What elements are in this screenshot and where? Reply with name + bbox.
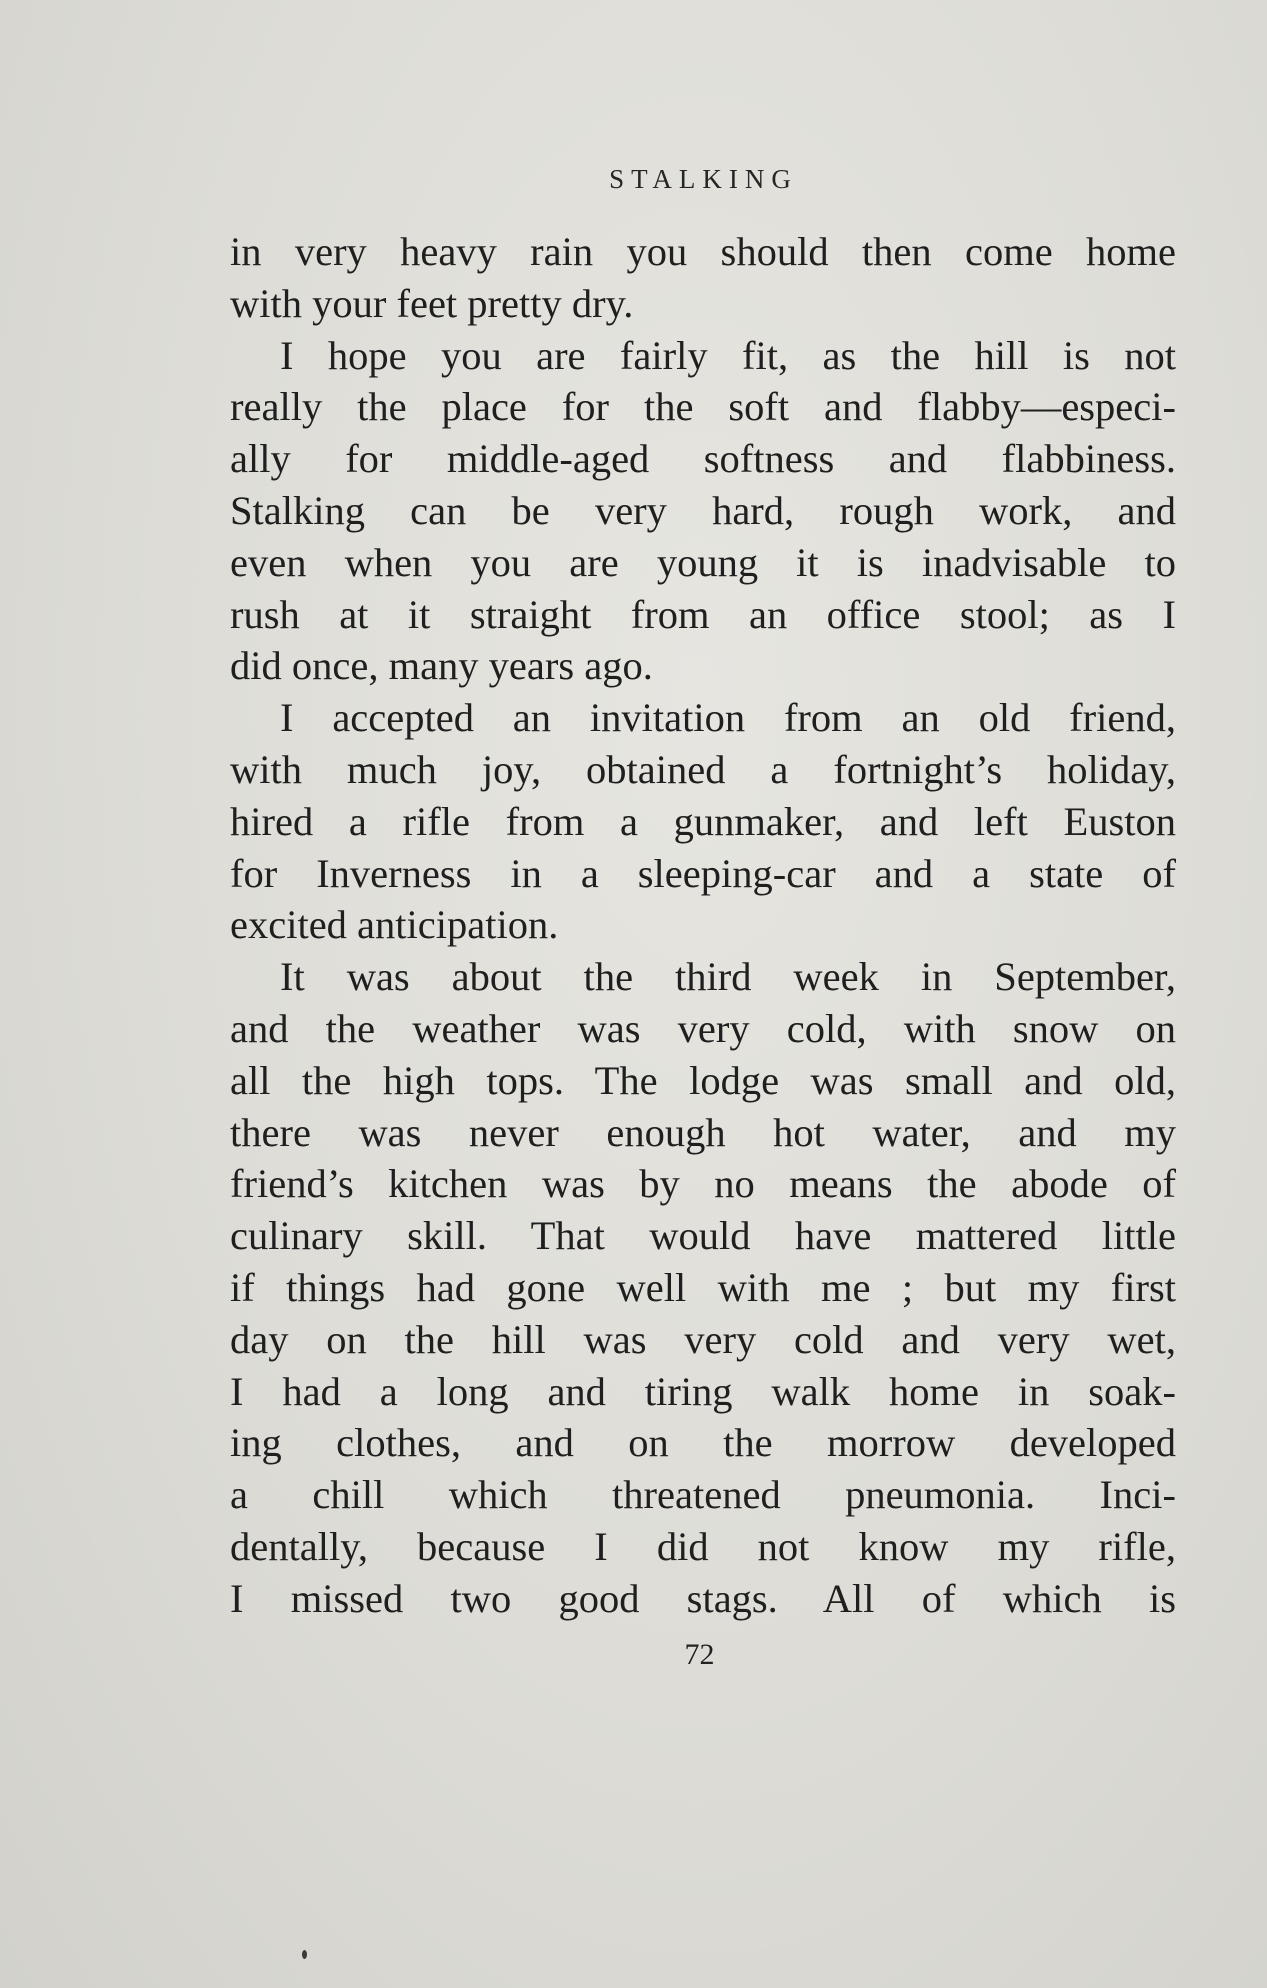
text-line: with your feet pretty dry. [230,280,634,326]
text-line: I accepted an invitation from an old friend, [280,695,1176,741]
text-line: excited anticipation. [230,902,559,948]
text-line: if things had gone well with me ; but my first [230,1264,1176,1310]
page-number: 72 [684,1638,715,1671]
paragraph-3 [230,692,1176,951]
text-line: with much joy, obtained a fortnight’s holiday, [230,746,1176,792]
text-line: did once, many years ago. [230,643,653,689]
text-line: I hope you are fairly fit, as the hill is not [280,332,1176,378]
paper-speck [302,1950,307,1959]
body-text [230,226,1176,1625]
text-line: really the place for the soft and flabby—especi- [230,384,1176,430]
text-line: all the high tops. The lodge was small and old, [230,1057,1176,1103]
text-line: hired a rifle from a gunmaker, and left Euston [230,798,1176,844]
text-line: even when you are young it is inadvisable to [230,539,1176,585]
text-line: friend’s kitchen was by no means the abode of [230,1161,1176,1207]
text-line: culinary skill. That would have mattered little [230,1213,1176,1259]
text-line: ally for middle-aged softness and flabbiness. [230,436,1176,482]
text-line: It was about the third week in September, [280,954,1176,1000]
text-line: Stalking can be very hard, rough work, and [230,487,1176,533]
paragraph-1 [230,226,1176,330]
text-line: rush at it straight from an office stool; as I [230,591,1176,637]
text-line: dentally, because I did not know my rifle, [230,1523,1176,1569]
text-line: I missed two good stags. All of which is [230,1575,1176,1621]
text-line: there was never enough hot water, and my [230,1109,1176,1155]
text-line: a chill which threatened pneumonia. Inci- [230,1472,1176,1518]
text-line: for Inverness in a sleeping-car and a state of [230,850,1176,896]
running-head: STALKING [609,164,798,194]
text-line: day on the hill was very cold and very wet, [230,1316,1176,1362]
text-line: in very heavy rain you should then come home [230,229,1176,274]
text-line: I had a long and tiring walk home in soak- [230,1368,1176,1414]
text-line: ing clothes, and on the morrow developed [230,1420,1176,1466]
paragraph-2 [230,330,1176,693]
paragraph-4 [230,951,1176,1624]
text-line: and the weather was very cold, with snow on [230,1005,1176,1051]
